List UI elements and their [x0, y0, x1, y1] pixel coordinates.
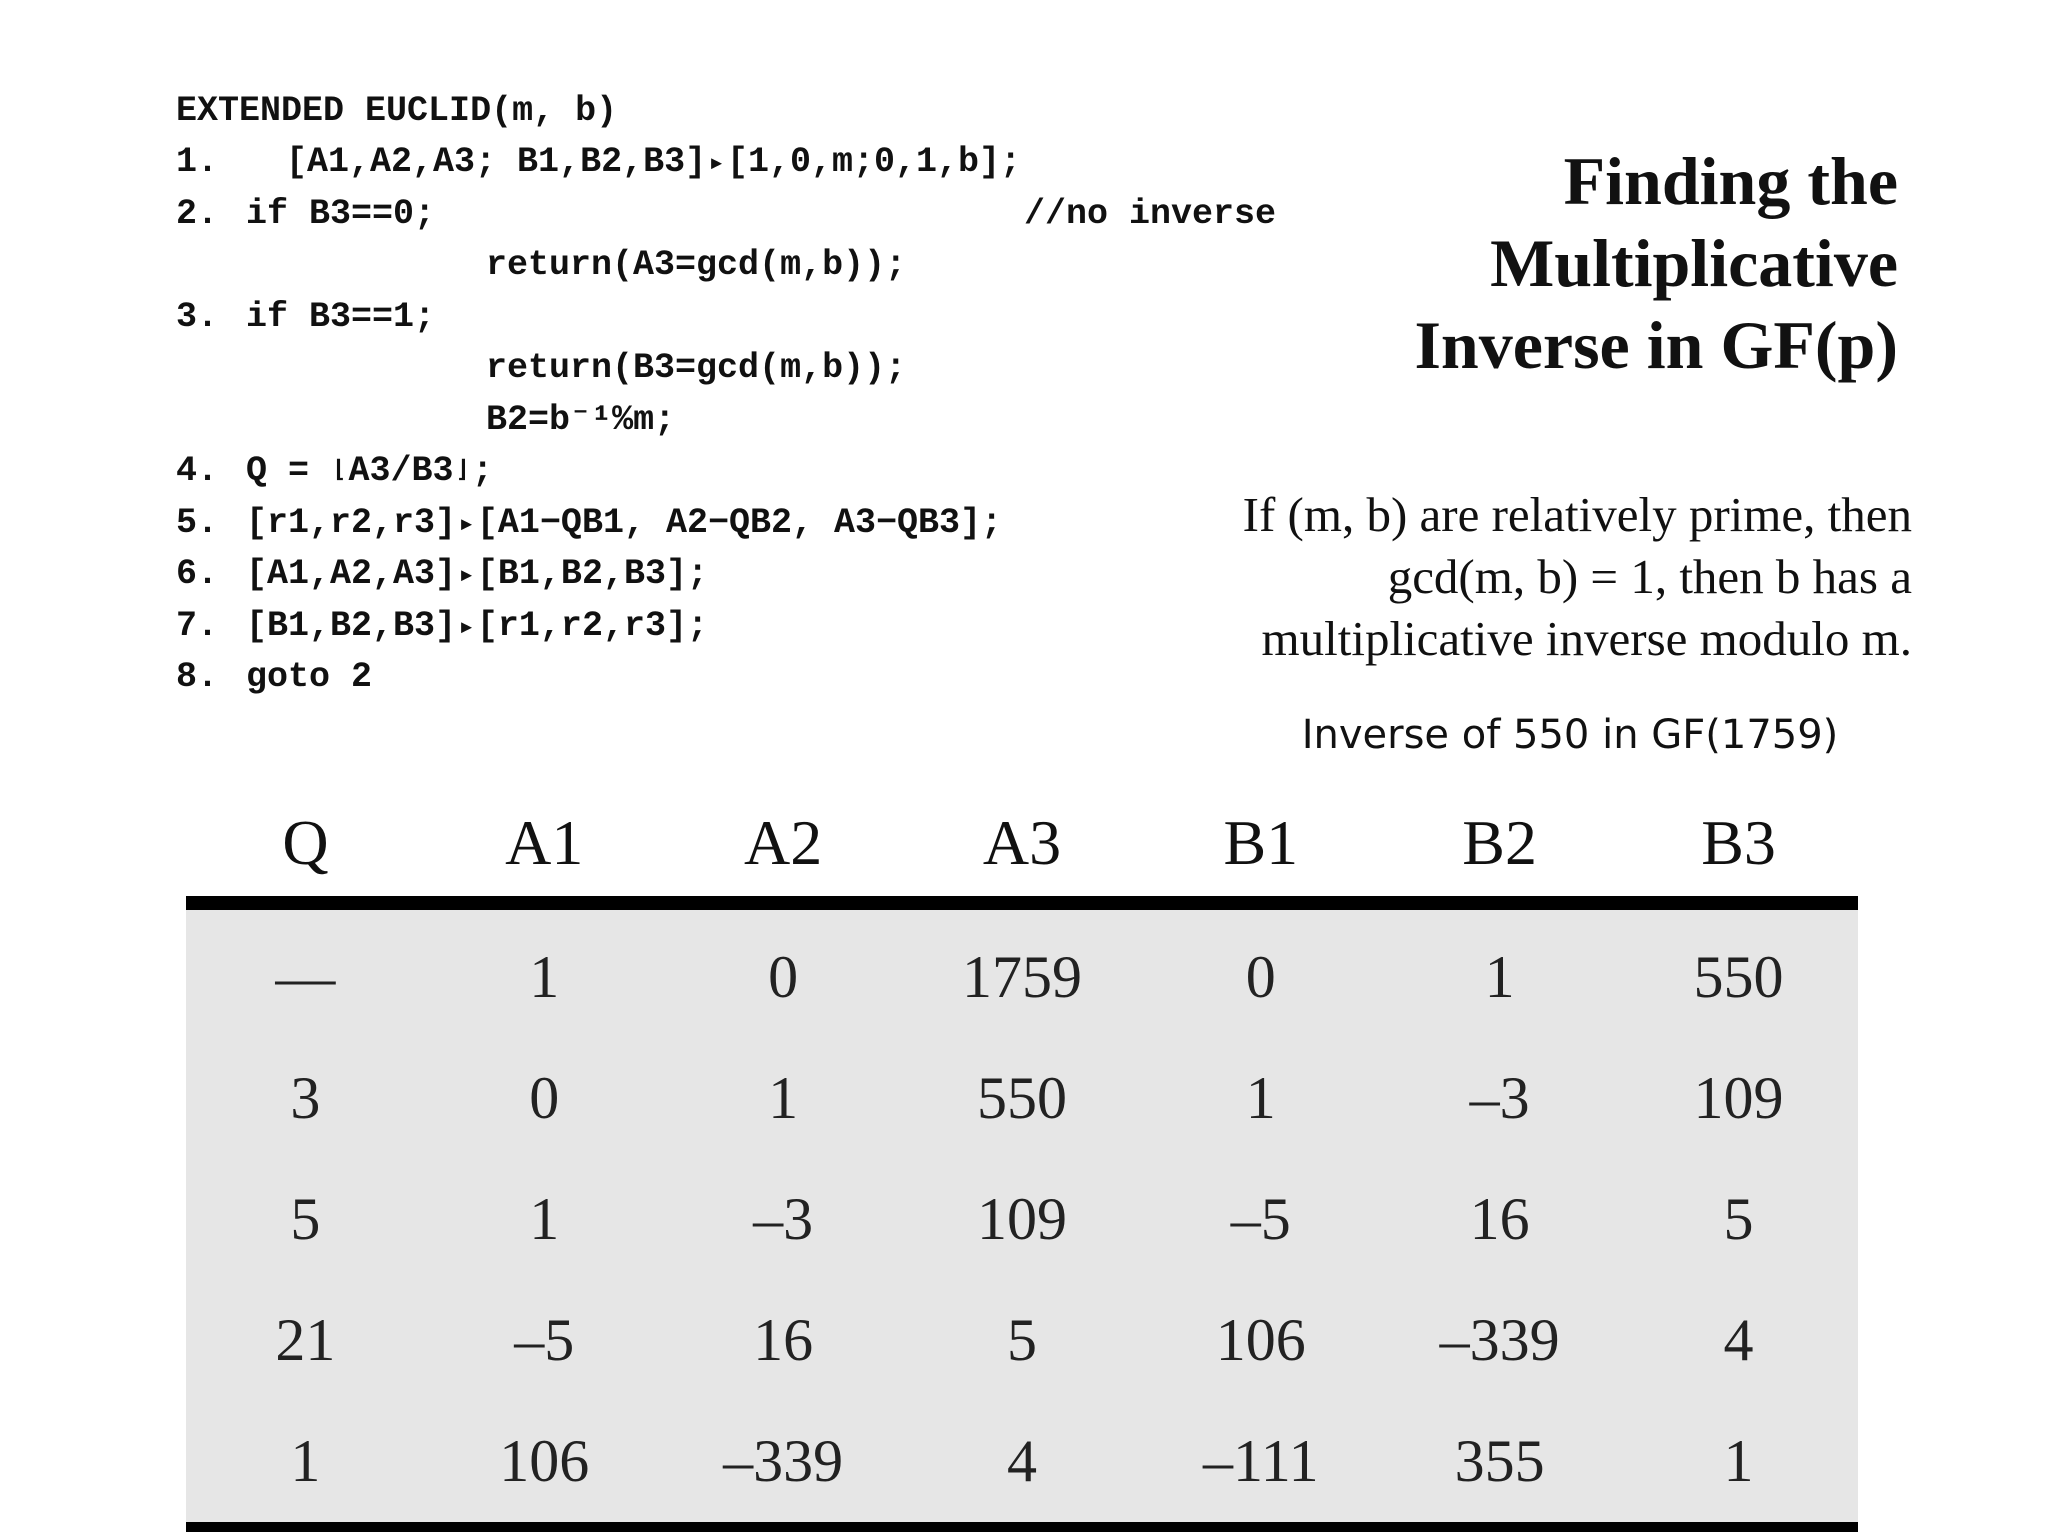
title-line: Inverse in GF(p)	[1414, 307, 1898, 383]
table-cell: –339	[1439, 1307, 1560, 1373]
table-row	[186, 903, 1858, 1038]
table-cell: 3	[290, 1065, 321, 1131]
code-text: [A1−QB1, A2−QB2, A3−QB3];	[476, 502, 1003, 543]
table-cell: –5	[514, 1307, 575, 1373]
code-text: if B3==0;	[246, 193, 436, 234]
title-line: Multiplicative	[1490, 225, 1898, 301]
table-cell: –3	[1469, 1065, 1530, 1131]
code-text: ;	[471, 451, 493, 491]
line-number: 8.	[176, 657, 219, 697]
line-number: 3.	[176, 296, 219, 337]
assign-arrow-icon: ▸	[458, 561, 475, 592]
table-cell: 5	[1723, 1186, 1754, 1252]
table-cell: –3	[753, 1186, 814, 1252]
table-cell: –5	[1230, 1186, 1291, 1252]
table-cell: 16	[753, 1307, 814, 1373]
table-row	[186, 1280, 1858, 1401]
table-cell: 1	[1245, 1065, 1276, 1131]
table-cell: 1	[529, 944, 560, 1010]
table-row	[186, 1159, 1858, 1280]
code-header	[92, 34, 1352, 131]
header-b3: B3	[1701, 807, 1776, 878]
code-text: [1,0,m;0,1,b];	[726, 142, 1022, 182]
table-cell: 109	[976, 1186, 1067, 1252]
table-row	[186, 1401, 1858, 1527]
code-text: [B1,B2,B3];	[476, 554, 708, 594]
table-cell: 4	[1006, 1428, 1037, 1494]
code-text: goto 2	[246, 657, 373, 697]
header-b1: B1	[1223, 807, 1299, 878]
line-number: 2.	[176, 193, 219, 234]
code-line-3-inverse	[92, 343, 1352, 440]
code-line-1	[92, 86, 1352, 182]
line-number: 4.	[176, 451, 219, 491]
code-text: [A1,A2,A3]	[246, 554, 457, 594]
code-text: Q =	[246, 451, 310, 491]
table-cell: 5	[1006, 1307, 1037, 1373]
note-line: multiplicative inverse modulo m.	[1261, 611, 1912, 666]
table-cell: 1	[1723, 1428, 1754, 1494]
code-line-3	[92, 240, 1352, 337]
code-text: return(B3=gcd(m,b));	[486, 348, 907, 388]
table-cell: 550	[976, 1065, 1067, 1131]
note-line: If (m, b) are relatively prime, then	[1242, 487, 1912, 542]
euclid-table	[186, 790, 1858, 1532]
table-cell: –111	[1203, 1428, 1319, 1494]
table-cell: 106	[499, 1428, 590, 1494]
table-cell: 1759	[961, 944, 1082, 1010]
table-cell: —	[275, 944, 336, 1010]
header-a1: A1	[505, 807, 584, 878]
table-cell: 0	[1245, 944, 1276, 1010]
table-cell: 1	[290, 1428, 321, 1494]
table-cell: 21	[275, 1307, 336, 1373]
line-number: 5.	[176, 502, 219, 543]
table-cell: 16	[1469, 1186, 1530, 1252]
coprime-note	[1012, 484, 1912, 670]
code-line-3-return	[92, 292, 1352, 388]
code-text: [A1,A2,A3; B1,B2,B3]	[286, 142, 707, 182]
code-text: [r1,r2,r3];	[476, 605, 708, 646]
assign-arrow-icon: ▸	[458, 612, 475, 644]
code-text: [r1,r2,r3]	[246, 502, 457, 543]
code-text: A3/B3	[348, 451, 454, 491]
table-cell: 4	[1723, 1307, 1754, 1373]
code-line-2-return	[92, 189, 1352, 285]
header-b2: B2	[1462, 807, 1537, 878]
floor-right-icon: ⌋	[455, 458, 470, 485]
table-cell: –339	[723, 1428, 844, 1494]
assign-arrow-icon: ▸	[458, 509, 475, 541]
table-cell: 5	[290, 1186, 321, 1252]
table-caption: Inverse of 550 in GF(1759)	[1301, 712, 1839, 758]
code-text: [B1,B2,B3]	[246, 605, 457, 646]
code-comment: //no inverse	[1024, 193, 1277, 234]
table-cell: 1	[768, 1065, 799, 1131]
line-number: 6.	[176, 554, 219, 594]
line-number: 1.	[176, 142, 219, 182]
table-cell: 0	[768, 944, 799, 1010]
table-cell: 355	[1454, 1428, 1545, 1494]
code-header-text: EXTENDED EUCLID(m, b)	[176, 90, 618, 131]
code-text: B2=b⁻¹%m;	[486, 399, 676, 440]
code-text: return(A3=gcd(m,b));	[486, 245, 907, 285]
assign-arrow-icon: ▸	[708, 149, 725, 180]
title-line: Finding the	[1563, 143, 1898, 219]
table-cell: 109	[1693, 1065, 1784, 1131]
header-q: Q	[282, 807, 329, 878]
header-a3: A3	[982, 807, 1062, 878]
code-text: if B3==1;	[246, 296, 436, 337]
floor-left-icon: ⌊	[332, 458, 347, 485]
table-header-row	[186, 790, 1858, 903]
table-cell: 106	[1215, 1307, 1306, 1373]
header-a2: A2	[744, 807, 823, 878]
code-line-4	[92, 395, 1352, 491]
note-line: gcd(m, b) = 1, then b has a	[1387, 549, 1912, 604]
table-cell: 1	[1484, 944, 1515, 1010]
table-row	[186, 1038, 1858, 1159]
line-number: 7.	[176, 605, 219, 646]
slide-title	[1198, 140, 1898, 386]
table-cell: 1	[529, 1186, 560, 1252]
table-cell: 0	[529, 1065, 560, 1131]
table-cell: 550	[1693, 944, 1784, 1010]
